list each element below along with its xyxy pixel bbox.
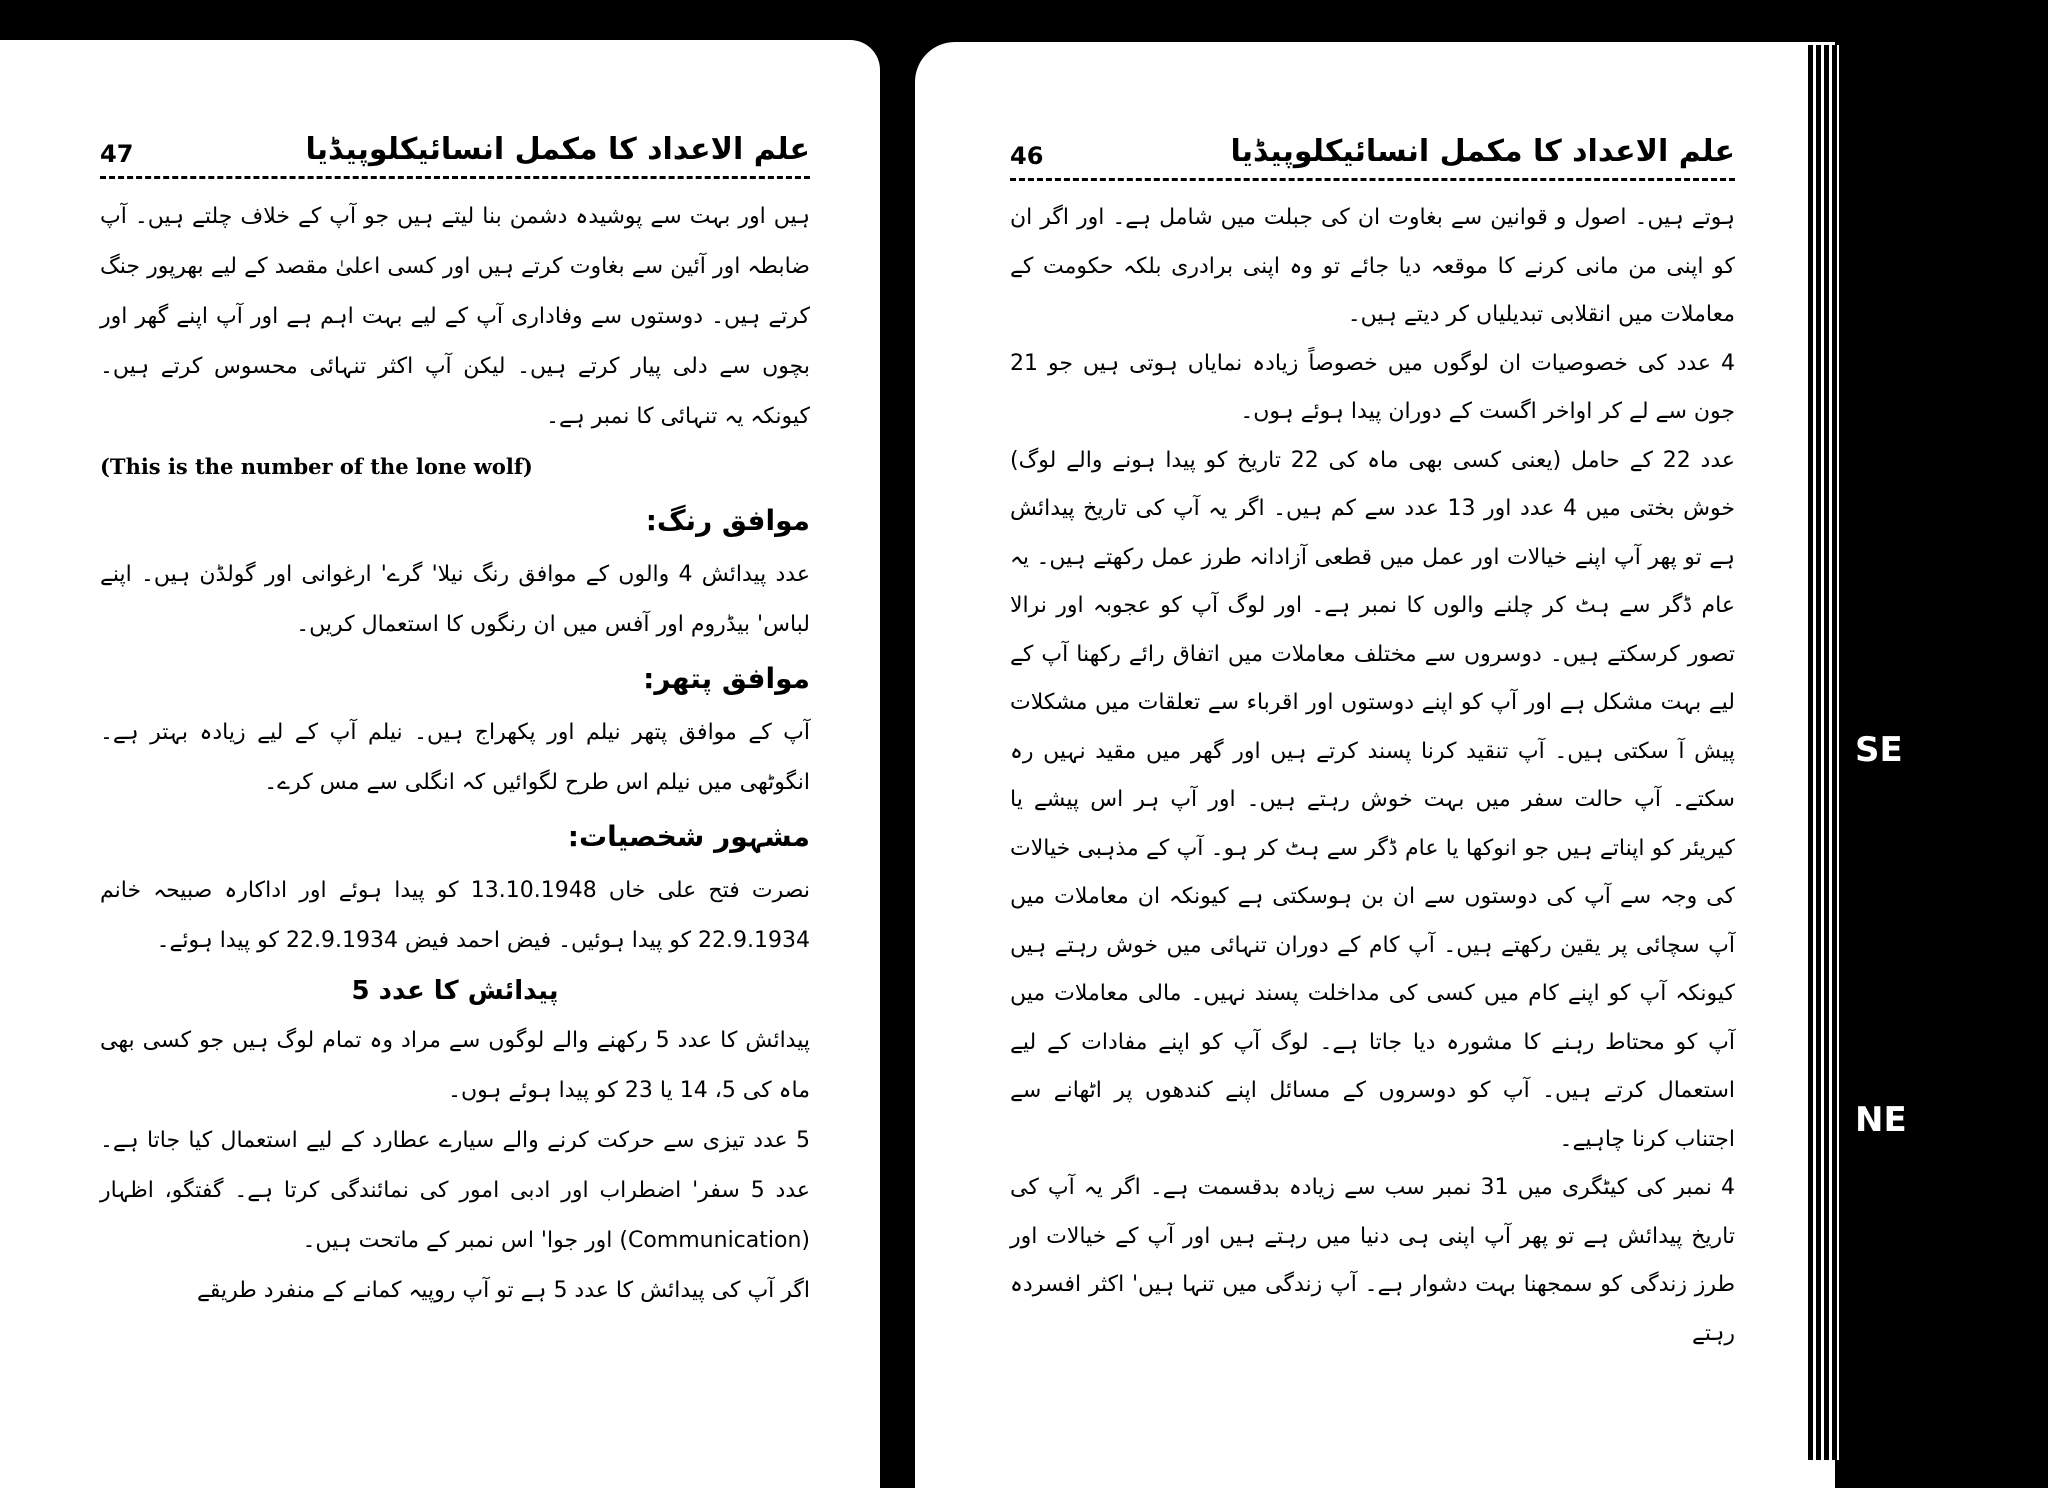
heading-favorable-stone: موافق پتھر:: [643, 662, 810, 695]
heading-famous-people: مشہور شخصیات:: [567, 820, 810, 853]
paragraph: عدد 22 کے حامل (یعنی کسی بھی ماہ کی 22 تاریخ کو پیدا ہونے والے لوگ) خوش بختی میں 4 عدد اور 13 عدد سے کم ہیں۔ اگر یہ آپ کی تاریخ پیدائش ہے تو پھر آپ اپنے خیالات اور عمل میں قطعی آزادانہ طرز عمل رکھتے ہیں۔ یہ عام ڈگر سے ہٹ کر چلنے والوں کا نمبر ہے۔ اور لوگ آپ کو عجوبہ اور نرالا تصور کرسکتے ہیں۔ دوسروں سے مختلف معاملات میں اتفاق رائے رکھنا آپ کے لیے بہت مشکل ہے اور آپ کو اپنے دوستوں اور اقرباء سے تعلقات میں مشکلات پیش آ سکتی ہیں۔ آپ تنقید کرنا پسند کرتے ہیں اور گھر میں مقید نہیں رہ سکتے۔ آپ حالت سفر میں بہت خوش رہتے ہیں۔ اور آپ ہر اس پیشے یا کیریئر کو اپناتے ہیں جو انوکھا یا عام ڈگر سے ہٹ کر ہو۔ آپ کے مذہبی خیالات کی وجہ سے آپ کی دوستوں سے ان بن ہوسکتی ہے کیونکہ ان معاملات میں آپ سچائی پر یقین رکھتے ہیں۔ آپ کام کے دوران تنہائی میں خوش رہتے ہیں کیونکہ آپ کو اپنے کام میں کسی کی مداخلت پسند نہیں۔ مالی معاملات میں آپ کو محتاط رہنے کا مشورہ دیا جاتا ہے۔ لوگ آپ کو اپنے مفادات کے لیے استعمال کرتے ہیں۔ آپ کو دوسروں کے مسائل اپنے کندھوں پر اٹھانے سے اجتناب کرنا چاہیے۔: [1010, 447, 1736, 1152]
page-header: [1010, 134, 1735, 184]
paragraph: عدد پیدائش 4 والوں کے موافق رنگ نیلا' گرے' ارغوانی اور گولڈن ہیں۔ اپنے لباس' بیڈروم اور آفس میں ان رنگوں کا استعمال کریں۔: [100, 562, 810, 637]
section-title: پیدائش کا عدد 5: [351, 976, 559, 1006]
paragraph: آپ کے موافق پتھر نیلم اور پکھراج ہیں۔ نیلم آپ کے لیے زیادہ بہتر ہے۔ انگوٹھی میں نیلم اس طرح لگوائیں کہ انگلی سے مس کرے۔: [100, 720, 810, 795]
spine-text-lower: NE: [1855, 1100, 1907, 1140]
header-divider: [100, 176, 810, 179]
page-body: [100, 192, 810, 1316]
paragraph: اگر آپ کی پیدائش کا عدد 5 ہے تو آپ روپیہ کمانے کے منفرد طریقے: [196, 1278, 810, 1303]
paragraph: نصرت فتح علی خاں 13.10.1948 کو پیدا ہوئے اور اداکارہ صبیحہ خانم 22.9.1934 کو پیدا ہوئیں۔ فیض احمد فیض 22.9.1934 کو پیدا ہوئے۔: [100, 878, 810, 953]
left-page: [0, 40, 880, 1488]
paragraph: 4 نمبر کی کیٹگری میں 31 نمبر سب سے زیادہ بدقسمت ہے۔ اگر یہ آپ کی تاریخ پیدائش ہے تو پھر آپ اپنی ہی دنیا میں رہتے ہیں اور آپ کے خیالات اور طرز زندگی کو سمجھنا بہت دشوار ہے۔ آپ زندگی میں تنہا ہیں' اکثر افسردہ رہتے: [1010, 1175, 1736, 1346]
book-title: علم الاعداد کا مکمل انسائیکلوپیڈیا: [1230, 134, 1735, 169]
book-title: علم الاعداد کا مکمل انسائیکلوپیڈیا: [305, 132, 810, 167]
paragraph: 4 عدد کی خصوصیات ان لوگوں میں خصوصاً زیادہ نمایاں ہوتی ہیں جو 21 جون سے لے کر اواخر اگست کے دوران پیدا ہوئے ہوں۔: [1010, 350, 1735, 424]
paragraph: 5 عدد تیزی سے حرکت کرنے والے سیارے عطارد کے لیے استعمال کیا جاتا ہے۔ عدد 5 سفر' اضطراب اور ادبی امور کی نمائندگی کرتا ہے۔ گفتگو، اظہار (Communication) اور جوا' اس نمبر کے ماتحت ہیں۔: [100, 1128, 810, 1253]
english-quote: (This is the number of the lone wolf): [100, 454, 533, 479]
paragraph: پیدائش کا عدد 5 رکھنے والے لوگوں سے مراد وہ تمام لوگ ہیں جو کسی بھی ماہ کی 5، 14 یا 23 کو پیدا ہوئے ہوں۔: [100, 1028, 810, 1103]
page-number: 46: [1010, 142, 1044, 170]
heading-favorable-color: موافق رنگ:: [645, 504, 810, 537]
page-number: 47: [100, 140, 134, 168]
page-edges: [1805, 45, 1839, 1460]
page-header: [100, 132, 810, 182]
page-body: [1010, 194, 1735, 1358]
right-page: [915, 42, 1835, 1488]
paragraph: ہیں اور بہت سے پوشیدہ دشمن بنا لیتے ہیں جو آپ کے خلاف چلتے ہیں۔ آپ ضابطہ اور آئین سے بغاوت کرتے ہیں اور کسی اعلیٰ مقصد کے لیے بھرپور جنگ کرتے ہیں۔ دوستوں سے وفاداری آپ کے لیے بہت اہم ہے اور آپ اپنے گھر اور بچوں سے دلی پیار کرتے ہیں۔ لیکن آپ اکثر تنہائی محسوس کرتے ہیں۔ کیونکہ یہ تنہائی کا نمبر ہے۔: [100, 204, 810, 429]
header-divider: [1010, 178, 1735, 181]
paragraph: ہوتے ہیں۔ اصول و قوانین سے بغاوت ان کی جبلت میں شامل ہے۔ اور اگر ان کو اپنی من مانی کرنے کا موقعہ دیا جائے تو وہ اپنی برادری بلکہ حکومت کے معاملات میں انقلابی تبدیلیاں کر دیتے ہیں۔: [1010, 205, 1735, 327]
spine-text-upper: SE: [1855, 730, 1903, 770]
